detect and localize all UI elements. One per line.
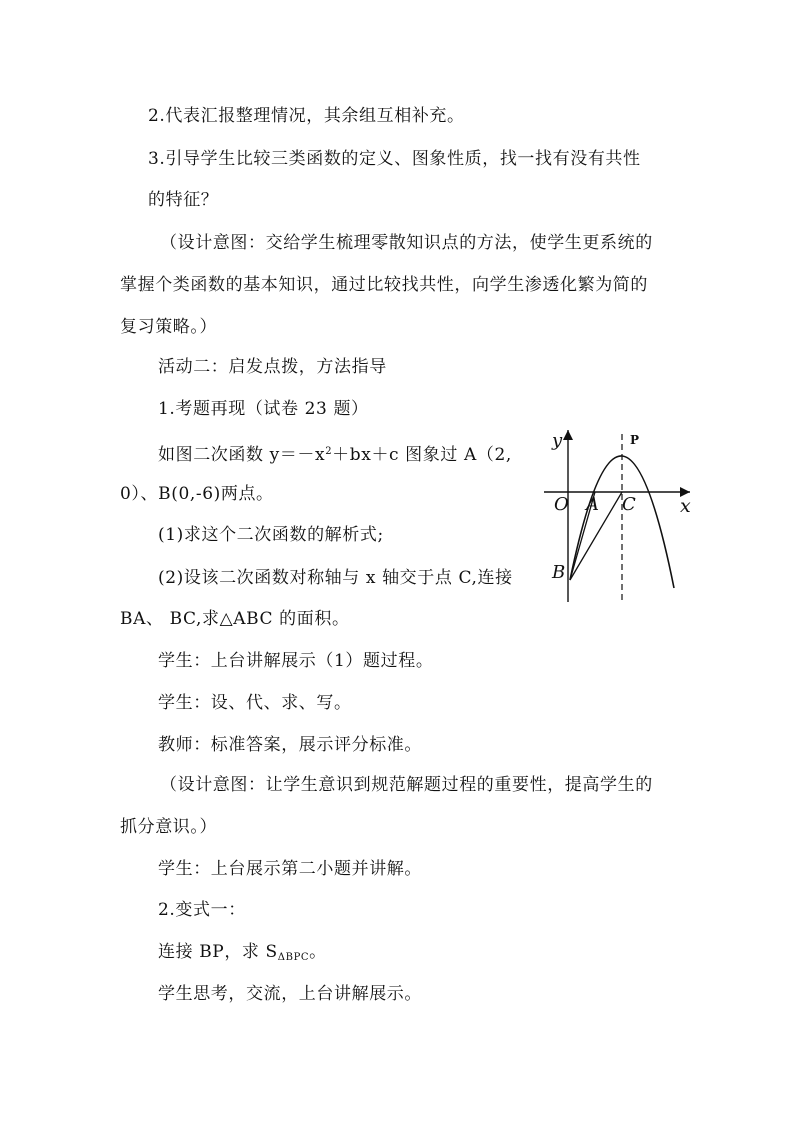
problem-part-2-cont: BA、 BC,求△ABC 的面积。	[120, 609, 350, 629]
y-axis-arrow-icon	[563, 430, 573, 440]
point-a-label: A	[586, 494, 599, 515]
problem-statement-line	[158, 440, 512, 467]
paragraph-line: 学生：上台讲解展示（1）题过程。	[158, 651, 434, 671]
exponent: 2	[325, 446, 333, 457]
origin-label: O	[554, 494, 569, 515]
parabola-diagram	[540, 420, 700, 610]
section-heading: 活动二：启发点拨，方法指导	[158, 357, 387, 377]
problem-part-2: (2)设该二次函数对称轴与 x 轴交于点 C,连接	[158, 568, 513, 588]
parabola-figure	[540, 420, 700, 610]
point-p-label: P	[630, 433, 640, 447]
problem-text-a: 如图二次函数 y＝－x	[158, 445, 326, 465]
problem-text-b: ＋bx＋c 图象过 A（2,	[332, 445, 512, 465]
y-axis-label: y	[552, 430, 563, 451]
variant-text-a: 连接 BP，求 S	[158, 942, 278, 962]
design-intent-line: （设计意图：让学生意识到规范解题过程的重要性，提高学生的	[160, 775, 653, 795]
paragraph-line: 3.引导学生比较三类函数的定义、图象性质，找一找有没有共性	[148, 149, 641, 169]
point-c-label: C	[622, 494, 636, 515]
paragraph-line: 2.变式一：	[158, 900, 246, 920]
paragraph-line: 2.代表汇报整理情况，其余组互相补充。	[148, 106, 465, 126]
design-intent-line: 抓分意识。）	[120, 817, 218, 837]
paragraph-line: 学生：上台展示第二小题并讲解。	[158, 859, 422, 879]
design-intent-line: 掌握个类函数的基本知识，通过比较找共性，向学生渗透化繁为简的	[120, 275, 648, 295]
design-intent-line: （设计意图：交给学生梳理零散知识点的方法，使学生更系统的	[160, 233, 653, 253]
design-intent-line: 复习策略。）	[120, 317, 218, 337]
paragraph-line: 教师：标准答案，展示评分标准。	[158, 735, 422, 755]
variant-question-line	[158, 940, 327, 970]
point-b-label: B	[552, 562, 566, 583]
paragraph-line: 学生思考，交流，上台讲解展示。	[158, 984, 422, 1004]
x-axis-label: x	[680, 495, 691, 517]
paragraph-line: 学生：设、代、求、写。	[158, 693, 352, 713]
problem-statement-line: 0）、B(0,-6)两点。	[120, 484, 274, 504]
problem-part-1: (1)求这个二次函数的解析式;	[158, 525, 384, 545]
paragraph-line: 的特征？	[148, 190, 219, 210]
paragraph-line: 1.考题再现（试卷 23 题）	[158, 399, 369, 419]
subscript: ΔBPC	[277, 952, 310, 963]
variant-text-b: 。	[309, 942, 327, 962]
